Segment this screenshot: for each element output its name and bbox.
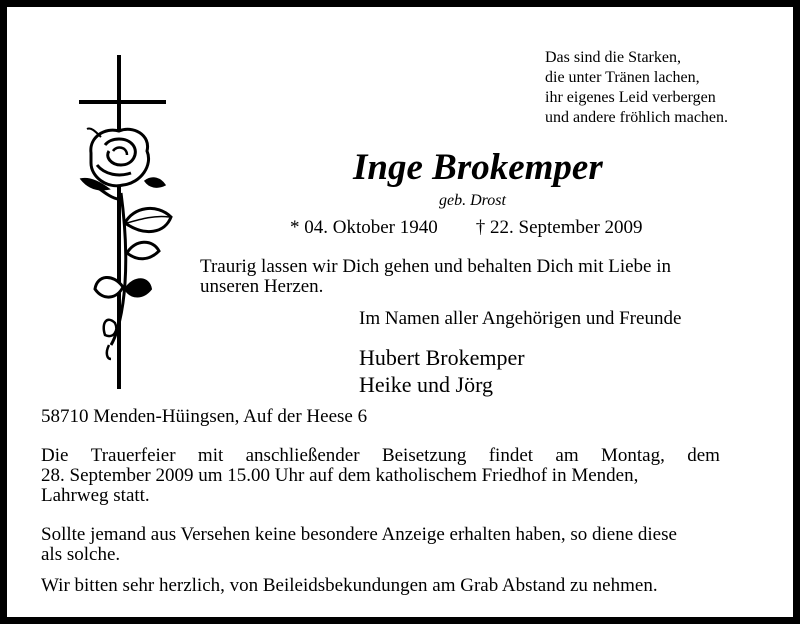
notice-text [41, 525, 765, 565]
signatory: Heike und Jörg [359, 372, 494, 397]
poem-line: Das sind die Starken, [545, 49, 681, 66]
poem-line: die unter Tränen lachen, [545, 69, 700, 86]
word: findet [488, 445, 534, 466]
funeral-info-line-3: Lahrweg statt. [41, 485, 150, 506]
poem [545, 48, 728, 128]
maiden-name: geb. Drost [439, 192, 506, 209]
signatory: Hubert Brokemper [359, 345, 525, 370]
address: 58710 Menden-Hüingsen, Auf der Heese 6 [41, 406, 368, 427]
life-dates [290, 218, 643, 238]
poem-line: ihr eigenes Leid verbergen [545, 89, 716, 106]
word: am [555, 445, 579, 466]
condolence-text [200, 257, 735, 297]
poem-line: und andere fröhlich machen. [545, 109, 729, 126]
condolence-line: unseren Herzen. [200, 276, 324, 297]
word: Trauerfeier [90, 445, 176, 466]
birth-date: * 04. Oktober 1940 [290, 217, 438, 238]
death-date: † 22. September 2009 [475, 217, 643, 238]
condolence-line: Traurig lassen wir Dich gehen und behalten Dich mit Liebe in [200, 256, 672, 277]
funeral-info-line-1 [41, 446, 720, 466]
word: mit [197, 445, 224, 466]
word: Beisetzung [381, 445, 467, 466]
word: anschließender [245, 445, 360, 466]
deceased-name: Inge Brokemper [353, 147, 603, 188]
word: Die [41, 445, 69, 466]
notice-line: Sollte jemand aus Versehen keine besondere Anzeige erhalten haben, so diene diese [41, 524, 677, 545]
closing-text: Wir bitten sehr herzlich, von Beileidsbekundungen am Grab Abstand zu nehmen. [41, 575, 658, 596]
cross-with-rose-icon [61, 53, 176, 391]
funeral-info [41, 446, 765, 506]
on-behalf-line: Im Namen aller Angehörigen und Freunde [359, 308, 682, 329]
word: Montag, [601, 445, 665, 466]
funeral-info-line-2: 28. September 2009 um 15.00 Uhr auf dem katholischem Friedhof in Menden, [41, 465, 639, 486]
signatories [359, 344, 525, 398]
rose-icon [81, 128, 171, 359]
notice-line: als solche. [41, 544, 121, 565]
word: dem [687, 445, 720, 466]
